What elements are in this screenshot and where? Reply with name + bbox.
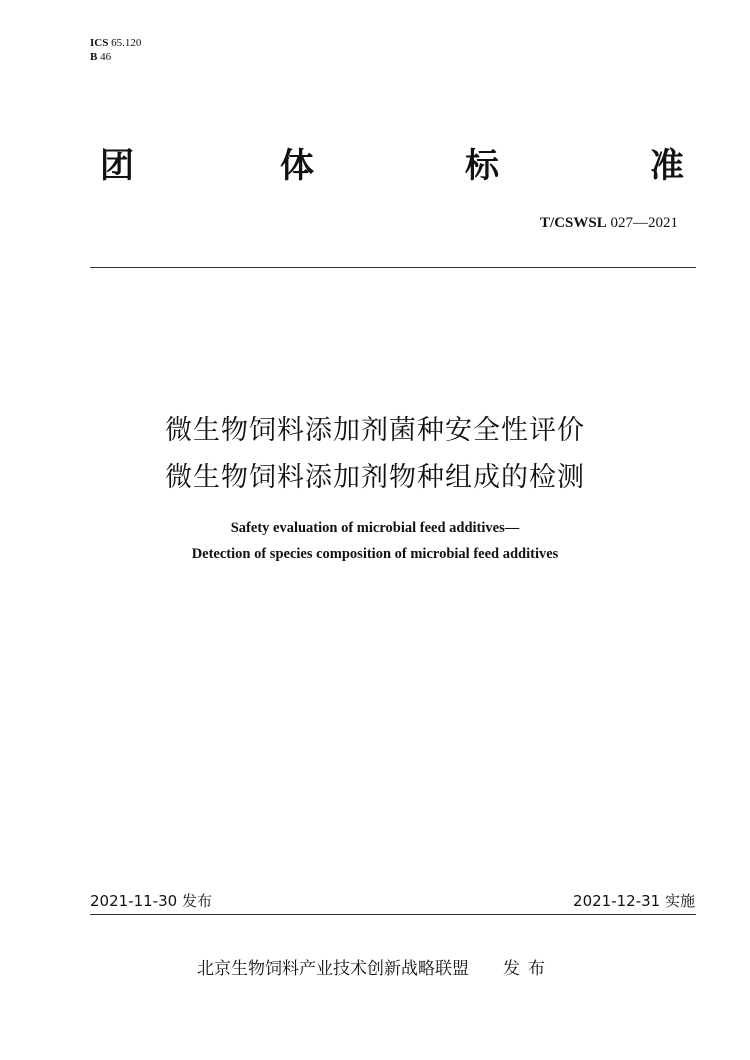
standard-type-char: 体 bbox=[280, 146, 314, 186]
english-title-line-2: Detection of species composition of microbial feed additives bbox=[191, 546, 559, 562]
chinese-title-line-2: 微生物饲料添加剂物种组成的检测 bbox=[165, 462, 585, 493]
standard-number bbox=[540, 215, 678, 232]
ics-label: ICS bbox=[90, 37, 109, 49]
issuing-organization bbox=[0, 954, 750, 979]
standard-type-char: 准 bbox=[650, 146, 684, 186]
bottom-divider bbox=[90, 914, 696, 915]
ccs-value: 46 bbox=[100, 51, 112, 63]
standard-number-value: 027—2021 bbox=[610, 215, 678, 231]
chinese-title-line-1: 微生物饲料添加剂菌种安全性评价 bbox=[165, 415, 585, 446]
implementation-date: 2021-12-31 实施 bbox=[573, 892, 695, 910]
english-title-line-1: Safety evaluation of microbial feed additives— bbox=[230, 520, 520, 536]
ics-value: 65.120 bbox=[111, 37, 142, 49]
issue-date: 2021-11-30 发布 bbox=[90, 892, 212, 910]
top-divider bbox=[90, 267, 696, 268]
standard-type-heading bbox=[100, 138, 690, 188]
ics-code-line bbox=[90, 36, 141, 50]
standard-type-char: 标 bbox=[465, 146, 499, 186]
ccs-label: B bbox=[90, 51, 98, 63]
issuer-name: 北京生物饲料产业技术创新战略联盟 bbox=[197, 959, 469, 979]
standard-number-prefix: T/CSWSL bbox=[540, 215, 607, 231]
standard-type-char: 团 bbox=[100, 146, 134, 186]
issuer-action: 发布 bbox=[503, 959, 553, 979]
classification-codes bbox=[90, 36, 141, 64]
ccs-code-line bbox=[90, 50, 141, 64]
